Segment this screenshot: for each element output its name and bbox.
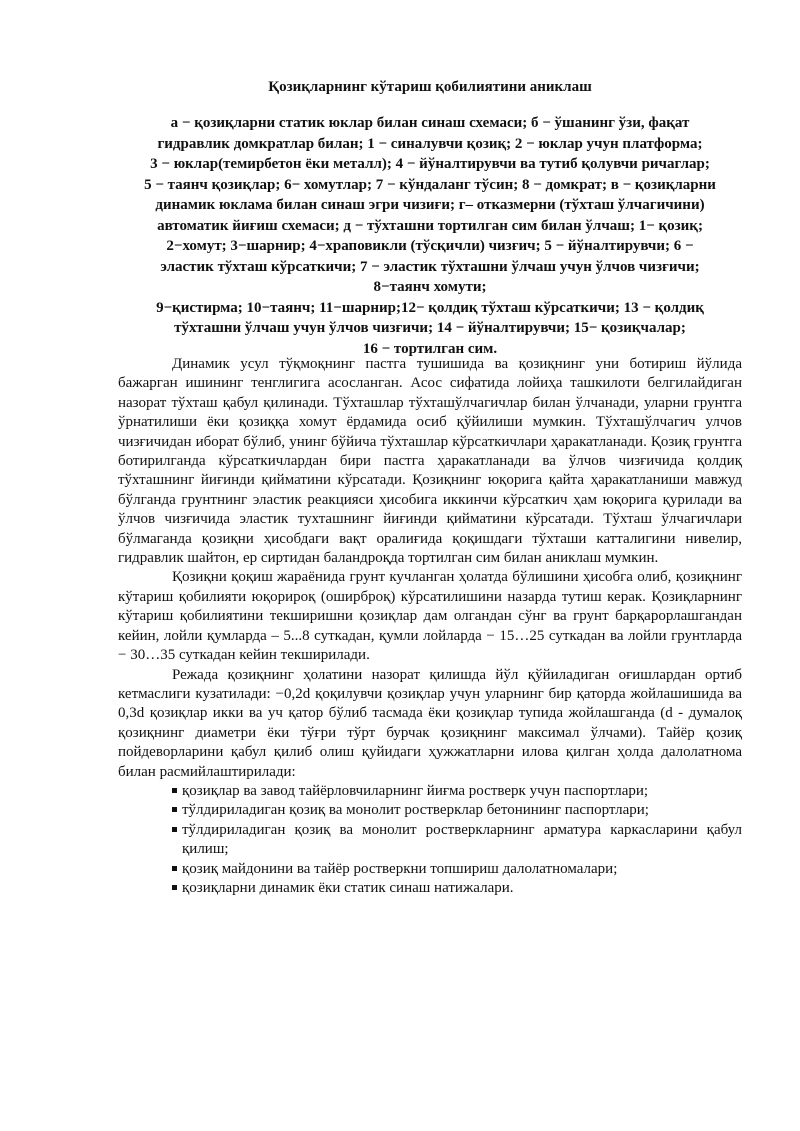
caption-line: 5 − таянч қозиқлар; 6− хомутлар; 7 − кўндаланг тўсин; 8 − домкрат; в − қозиқларни: [144, 176, 716, 193]
caption-line: 16 − тортилган сим.: [362, 340, 498, 357]
caption-line: автоматик йиғиш схемаси; д − тўхташни тортилган сим билан ўлчаш; 1− қозиқ;: [157, 217, 703, 234]
list-item-text: қозиқларни динамик ёки статик синаш натижалари.: [182, 879, 514, 896]
bullet-icon: [172, 807, 177, 812]
figure-caption: [108, 113, 752, 359]
bullet-icon: [172, 788, 177, 793]
caption-line: 2−хомут; 3−шарнир; 4−храповикли (тўсқичли) чизғич; 5 − йўналтирувчи; 6 −: [166, 238, 694, 254]
list-item-text: тўлдириладиган қозиқ ва монолит ростверкларнинг арматура каркасларини қабул қилиш;: [182, 821, 742, 858]
caption-line: а − қозиқларни статик юклар билан синаш схемаси; б − ўшанинг ўзи, фақат: [170, 115, 690, 131]
caption-line: 9−қистирма; 10−таянч; 11−шарнир;12− қолдиқ тўхташ кўрсаткичи; 13 − қолдиқ: [156, 299, 704, 316]
paragraph-bearing-capacity: Қозиқни қоқиш жараёнида грунт кучланган ҳолатда бўлишини ҳисобга олиб, қозиқнинг кўтариш қобилияти юқорироқ (оширброқ) кўрсатилишини назарда тутиш керак. Қозиқларнинг кўтариш қобилиятини текширишни қозиқлар дам олгандан сўнг ва грунт барқарорлашгандан кейин, лойли қумларда – 5...8 суткадан, қумли лойларда − 15…25 суткадан ва лойли грунтларда − 30…35 суткадан кейин текширилади.: [118, 569, 742, 664]
caption-line: гидравлик домкратлар билан; 1 − синалувчи қозиқ; 2 − юклар учун платформа;: [157, 135, 703, 152]
list-item: [172, 801, 742, 820]
list-item: [172, 821, 742, 860]
list-item-text: қозиқлар ва завод тайёрловчиларнинг йиғма ростверк учун паспортлари;: [182, 782, 649, 799]
paragraph-position-control: Режада қозиқнинг ҳолатини назорат қилишда йўл қўйиладиган оғишлардан ортиб кетмаслиги кузатилади: −0,2d қоқилувчи қозиқлар учун уларнинг бир қаторда жойлашишида ва 0,3d қозиқлар икки ва уч қатор бўлиб тасмада ёки қозиқлар тупида жойлашганда (d - думалоқ қозиқнинг диаметри ёки тўғри тўрт бурчак қозиқнинг максимал ўлчами). Тайёр қозиқ пойдеворларини қабул қилиб олиш қуйидаги ҳужжатларни илова қилган ҳолда далолатнома билан расмийлаштирилади:: [118, 666, 742, 780]
caption-line: 8−таянч хомути;: [373, 279, 487, 295]
list-item: [172, 782, 742, 801]
list-item-text: тўлдириладиган қозиқ ва монолит ростверклар бетонининг паспортлари;: [182, 802, 649, 819]
body-text: [118, 355, 742, 898]
list-item: [172, 879, 742, 898]
caption-line: тўхташни ўлчаш учун ўлчов чизғичи; 14 − йўналтирувчи; 15− қозиқчалар;: [174, 320, 686, 336]
list-item: [172, 860, 742, 879]
bullet-icon: [172, 827, 177, 832]
document-title: Қозиқларнинг кўтариш қобилиятини аниклаш: [268, 79, 592, 95]
caption-line: динамик юклама билан синаш эгри чизиғи; г– отказмерни (тўхташ ўлчагичини): [155, 197, 705, 213]
paragraph-dynamic-method: Динамик усул тўқмоқнинг пастга тушишида ва қозиқнинг уни ботириш йўлида бажарган ишининг тенглигига асосланган. Асос сифатида лойиҳа ташкилоти белгилайдиган назорат тўхташ қабул қилинади. Тўхташлар тўхташўлчагичлар билан ўлчанади, уларни грунтга ўрнатилиши ёки қозиққа хомут ёрдамида осиб қўйилиши мумкин. Тўхташўлчагич улчов чизғичидан иборат бўлиб, унинг бўйича тўхташлар кўрсаткичлари ҳаракатланади. Қозиқ грунтга ботирилганда кўрсаткичлардан бири пастга ҳаракатланади ва ўлчов чизғичида қолдиқ тўхташнинг йиғинди қийматини кўрсатади. Қозиқнинг юқорига қайта ҳаракатланиши мавжуд бўлганда грунтнинг эластик реакцияси ҳисобига иккинчи кўрсаткич ҳам юқорига қурилади ва ўлчов чизғичида эластик тухташнинг йиғинди қийматини кўрсатади. Тўхташ ўлчагичлари бўлмаганда қозиқни ҳисобдаги вақт оралиғида қоқишдаги тўхташи катталигини нивелир, гидравлик шайтон, ер сиртидан баландроқда тортилган сим билан аниклаш мумкин.: [118, 356, 742, 567]
list-item-text: қозиқ майдонини ва тайёр ростверкни топшириш далолатномалари;: [182, 860, 618, 877]
caption-line: эластик тўхташ кўрсаткичи; 7 − эластик тўхташни ўлчаш учун ўлчов чизғичи;: [160, 258, 700, 275]
documents-list: [118, 782, 742, 898]
bullet-icon: [172, 866, 177, 871]
caption-line: 3 − юклар(темирбетон ёки металл); 4 − йўналтирувчи ва тутиб қолувчи ричаглар;: [150, 156, 710, 172]
bullet-icon: [172, 885, 177, 890]
